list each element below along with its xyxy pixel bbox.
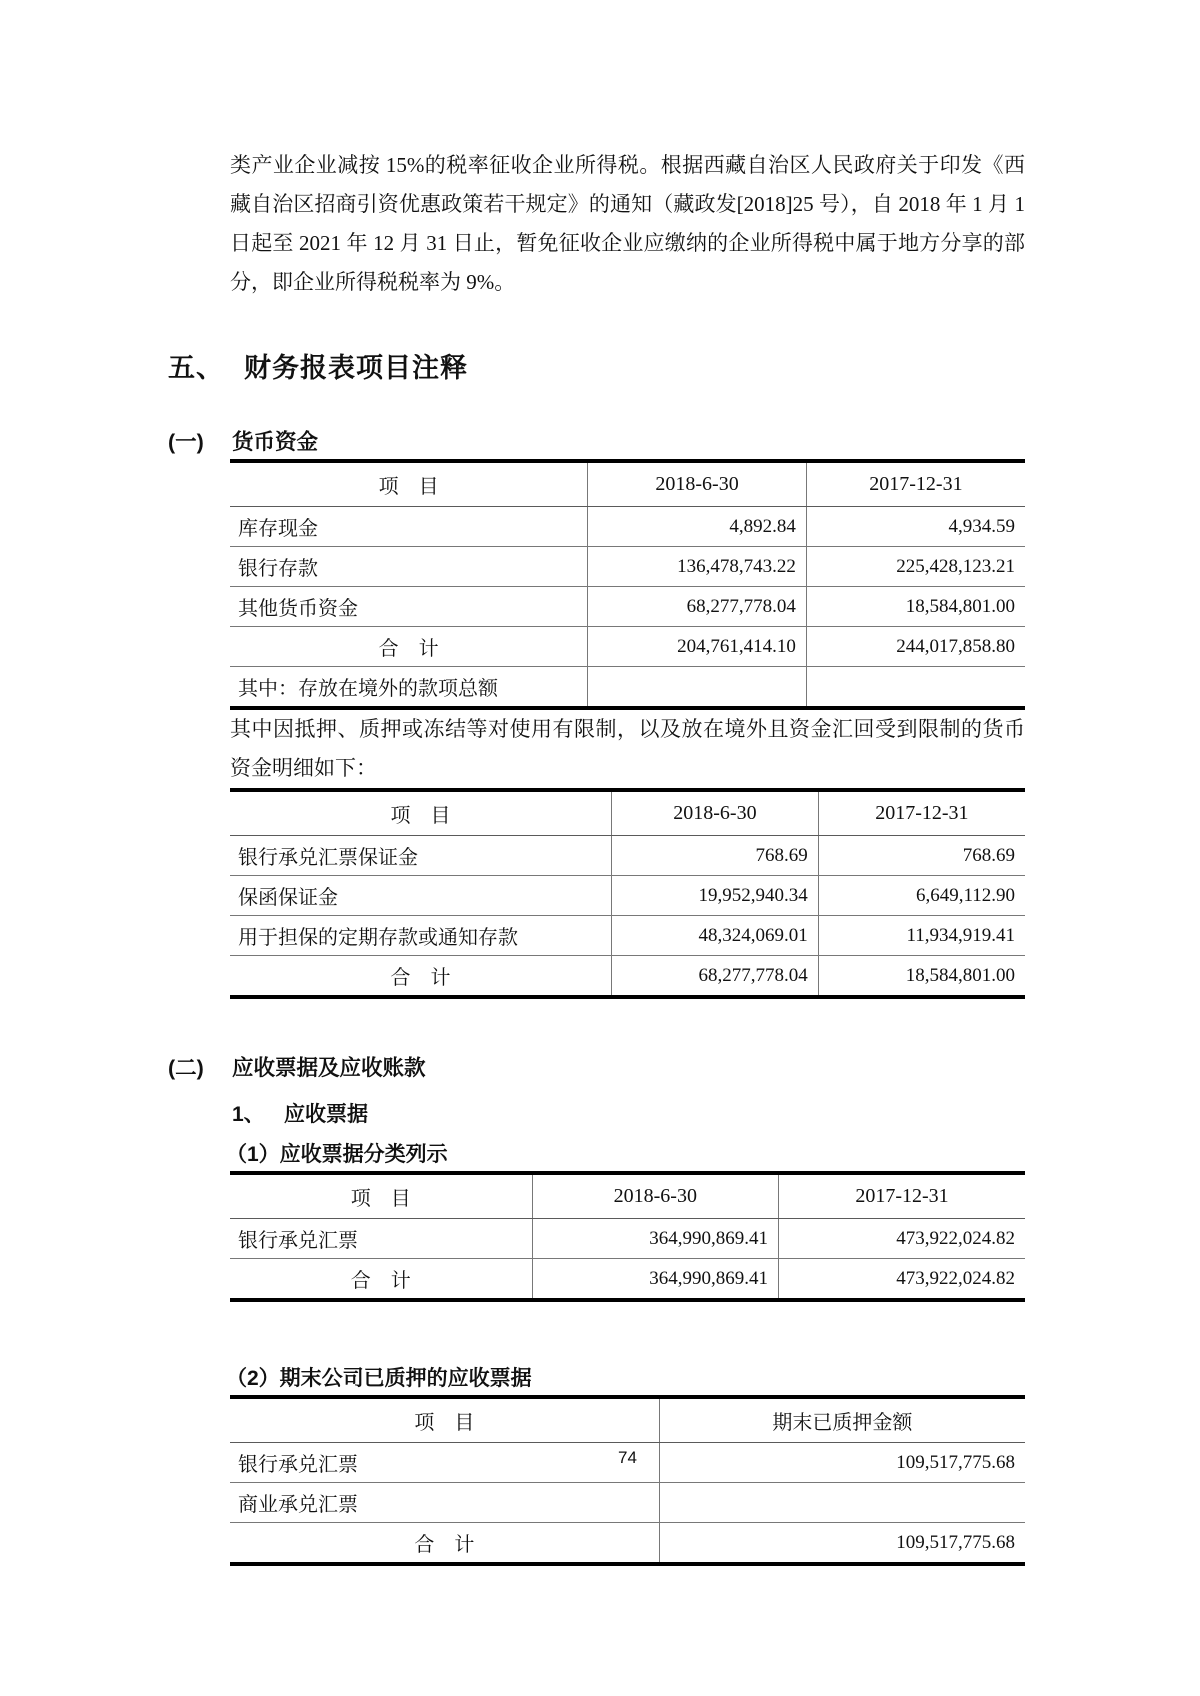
row-value: 109,517,775.68 bbox=[659, 1523, 1025, 1565]
cash-table bbox=[230, 459, 1025, 710]
table-header-row bbox=[230, 790, 1025, 836]
row-value: 364,990,869.41 bbox=[532, 1259, 778, 1301]
row-label: 银行存款 bbox=[230, 547, 588, 587]
row-label: 银行承兑汇票 bbox=[230, 1219, 532, 1259]
row-value: 18,584,801.00 bbox=[806, 587, 1025, 627]
subsection-title: 应收票据及应收账款 bbox=[232, 1056, 426, 1080]
table-row bbox=[230, 667, 1025, 709]
row-label: 其他货币资金 bbox=[230, 587, 588, 627]
row-label: 银行承兑汇票保证金 bbox=[230, 836, 612, 876]
row-value: 136,478,743.22 bbox=[588, 547, 807, 587]
column-header-amount: 期末已质押金额 bbox=[659, 1397, 1025, 1443]
column-header-date-1: 2018-6-30 bbox=[612, 790, 819, 836]
row-value: 768.69 bbox=[818, 836, 1025, 876]
subsection-number: (二) bbox=[168, 1056, 204, 1080]
subsection-title: 货币资金 bbox=[232, 430, 319, 454]
row-value: 18,584,801.00 bbox=[818, 956, 1025, 998]
row-value: 225,428,123.21 bbox=[806, 547, 1025, 587]
column-header-item: 项 目 bbox=[230, 1173, 532, 1219]
table-row bbox=[230, 1219, 1025, 1259]
restricted-cash-table bbox=[230, 788, 1025, 999]
item-number: 1、 bbox=[232, 1103, 265, 1126]
row-value: 204,761,414.10 bbox=[588, 627, 807, 667]
row-value: 473,922,024.82 bbox=[779, 1219, 1025, 1259]
part-heading-classification: （1）应收票据分类列示 bbox=[226, 1143, 448, 1166]
row-value: 473,922,024.82 bbox=[779, 1259, 1025, 1301]
row-value bbox=[588, 667, 807, 709]
row-label: 合 计 bbox=[390, 967, 451, 989]
row-value: 364,990,869.41 bbox=[532, 1219, 778, 1259]
row-label: 合 计 bbox=[414, 1534, 475, 1556]
section-title: 财务报表项目注释 bbox=[244, 353, 468, 383]
table-row bbox=[230, 1523, 1025, 1565]
column-header-date-1: 2018-6-30 bbox=[588, 461, 807, 507]
row-label: 合 计 bbox=[230, 627, 588, 667]
row-value: 68,277,778.04 bbox=[612, 956, 819, 998]
table-header-row bbox=[230, 1397, 1025, 1443]
table-row bbox=[230, 507, 1025, 547]
table-row bbox=[230, 547, 1025, 587]
intro-paragraph: 类产业企业减按 15%的税率征收企业所得税。根据西藏自治区人民政府关于印发《西藏自治区招商引资优惠政策若干规定》的通知（藏政发[2018]25 号），自 2018 年 1 月 1 日起至 2021 年 12 月 31 日止，暂免征收企业应缴纳的企业所得税中属于地方分享的部分，即企业所得税税率为 9%。 bbox=[230, 153, 1025, 294]
row-label: 库存现金 bbox=[230, 507, 588, 547]
row-value: 4,892.84 bbox=[588, 507, 807, 547]
column-header-item: 项 目 bbox=[230, 790, 612, 836]
row-value: 768.69 bbox=[612, 836, 819, 876]
row-label: 合 计 bbox=[350, 1270, 411, 1292]
table-row bbox=[230, 627, 1025, 667]
table-row bbox=[230, 916, 1025, 956]
subsection-heading-receivables bbox=[168, 1051, 1025, 1082]
row-value: 109,517,775.68 bbox=[659, 1443, 1025, 1483]
table-header-row bbox=[230, 1173, 1025, 1219]
column-header-date-2: 2017-12-31 bbox=[818, 790, 1025, 836]
row-label: 商业承兑汇票 bbox=[230, 1483, 659, 1523]
table-row bbox=[230, 1259, 1025, 1301]
row-value: 244,017,858.80 bbox=[806, 627, 1025, 667]
table-row bbox=[230, 876, 1025, 916]
row-value: 4,934.59 bbox=[806, 507, 1025, 547]
item-title: 应收票据 bbox=[284, 1103, 368, 1126]
section-number: 五、 bbox=[168, 353, 224, 383]
row-label: 用于担保的定期存款或通知存款 bbox=[230, 916, 612, 956]
row-value bbox=[659, 1483, 1025, 1523]
column-header-item: 项 目 bbox=[230, 461, 588, 507]
row-value bbox=[806, 667, 1025, 709]
part-heading-pledged: （2）期末公司已质押的应收票据 bbox=[226, 1367, 532, 1390]
subsection-number: (一) bbox=[168, 430, 204, 454]
notes-classification-table bbox=[230, 1171, 1025, 1302]
row-label: 银行承兑汇票 bbox=[230, 1443, 659, 1483]
subsection-heading-cash bbox=[168, 425, 1025, 456]
column-header-date-2: 2017-12-31 bbox=[779, 1173, 1025, 1219]
row-value: 68,277,778.04 bbox=[588, 587, 807, 627]
column-header-date-1: 2018-6-30 bbox=[532, 1173, 778, 1219]
section-heading bbox=[168, 346, 1025, 385]
table-row bbox=[230, 956, 1025, 998]
row-value: 6,649,112.90 bbox=[818, 876, 1025, 916]
row-label: 保函保证金 bbox=[230, 876, 612, 916]
pledged-notes-table bbox=[230, 1395, 1025, 1566]
table-row bbox=[230, 1483, 1025, 1523]
column-header-date-2: 2017-12-31 bbox=[806, 461, 1025, 507]
table-row bbox=[230, 587, 1025, 627]
table-header-row bbox=[230, 461, 1025, 507]
row-value: 48,324,069.01 bbox=[612, 916, 819, 956]
row-value: 11,934,919.41 bbox=[818, 916, 1025, 956]
item-heading-notes-receivable bbox=[232, 1098, 1025, 1128]
restricted-funds-note: 其中因抵押、质押或冻结等对使用有限制，以及放在境外且资金汇回受到限制的货币资金明细如下： bbox=[230, 717, 1025, 780]
table-row bbox=[230, 836, 1025, 876]
row-label: 其中：存放在境外的款项总额 bbox=[238, 678, 498, 700]
column-header-item: 项 目 bbox=[230, 1397, 659, 1443]
page-number: 74 bbox=[618, 1448, 637, 1467]
row-value: 19,952,940.34 bbox=[612, 876, 819, 916]
